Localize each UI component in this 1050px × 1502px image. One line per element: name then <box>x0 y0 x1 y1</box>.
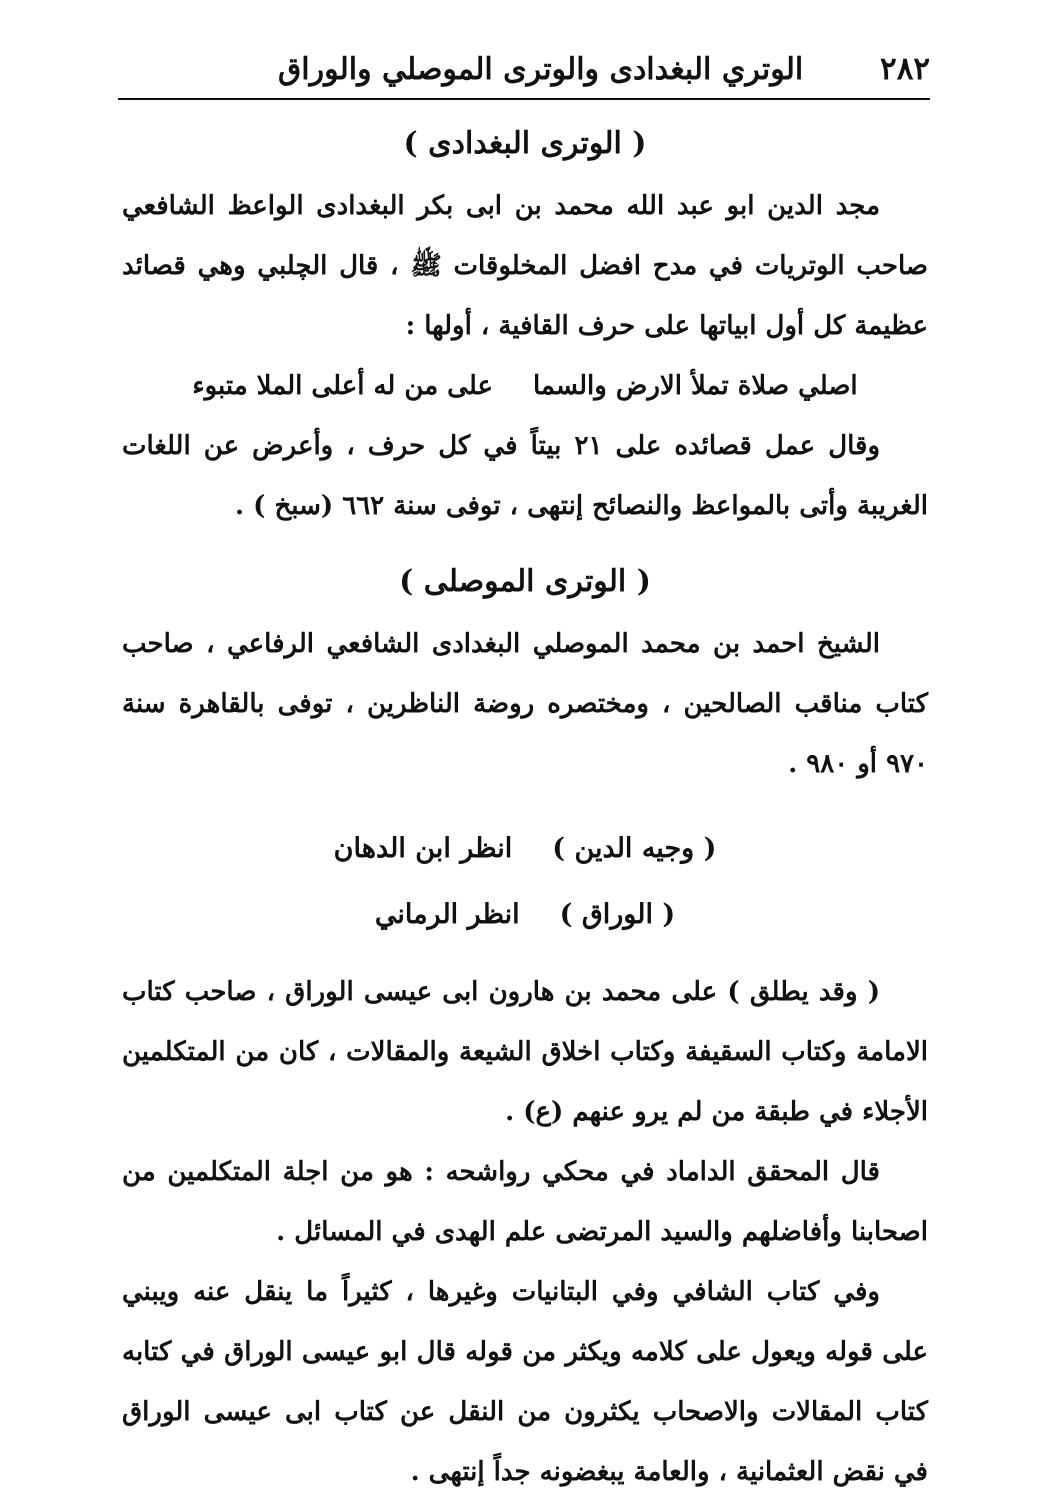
page-number: ٢٨٢ <box>880 51 930 87</box>
cross-reference-wajih <box>122 816 928 882</box>
section-title-mosuli: ( الوترى الموصلى ) <box>399 564 651 599</box>
paragraph-baghdadi-death: وقال عمل قصائده على ٢١ بيتاً في كل حرف ، وأعرض عن اللغات الغريبة وأتى بالمواعظ والنصائح إنتهى ، توفى سنة ٦٦٢ (سبخ ) . <box>122 431 928 521</box>
running-title: الوتري البغدادى والوترى الموصلي والوراق <box>278 51 804 87</box>
section-title-baghdadi: ( الوترى البغدادى ) <box>403 126 647 161</box>
cross-reference-see: انظر ابن الدهان <box>333 833 513 864</box>
page-content <box>122 112 928 1502</box>
paragraph-warraq-shafi: وفي كتاب الشافي وفي البتانيات وغيرها ، كثيراً ما ينقل عنه ويبني على قوله ويعول على كلامه ويكثر من قوله قال ابو عيسى الوراق في كتابه كتاب المقالات والاصحاب يكثرون من النقل عن كتاب ابى عيسى الوراق في نقض العثمانية ، والعامة يبغضونه جداً إنتهى . <box>122 1277 928 1487</box>
cross-reference-see: انظر الرماني <box>374 899 520 930</box>
cross-reference-name: ( الوراق ) <box>559 899 676 930</box>
verse-line <box>122 356 928 416</box>
cross-reference-warraq <box>122 882 928 948</box>
cross-reference-name: ( وجيه الدين ) <box>552 833 717 864</box>
verse-hemistich-second: على من له أعلى الملا متبوء <box>192 371 493 401</box>
paragraph-warraq-bio: ( وقد يطلق ) على محمد بن هارون ابى عيسى الوراق ، صاحب كتاب الامامة وكتاب السقيفة وكتاب اخلاق الشيعة والمقالات ، كان من المتكلمين الأجلاء في طبقة من لم يرو عنهم (ع) . <box>122 977 928 1127</box>
verse-hemistich-first: اصلي صلاة تملأ الارض والسما <box>532 371 858 401</box>
paragraph-warraq-damad: قال المحقق الداماد في محكي رواشحه : هو من اجلة المتكلمين من اصحابنا وأفاضلهم والسيد المرتضى علم الهدى في المسائل . <box>122 1157 928 1247</box>
paragraph-baghdadi-bio: مجد الدين ابو عبد الله محمد بن ابى بكر البغدادى الواعظ الشافعي صاحب الوتريات في مدح افضل المخلوقات ﷺ ، قال الچلبي وهي قصائد عظيمة كل أول ابياتها على حرف القافية ، أولها : <box>122 191 928 341</box>
paragraph-mosuli-bio: الشيخ احمد بن محمد الموصلي البغدادى الشافعي الرفاعي ، صاحب كتاب مناقب الصالحين ، ومختصره روضة الناظرين ، توفى بالقاهرة سنة ٩٧٠ أو ٩٨٠ . <box>122 629 928 779</box>
running-head <box>118 40 930 100</box>
